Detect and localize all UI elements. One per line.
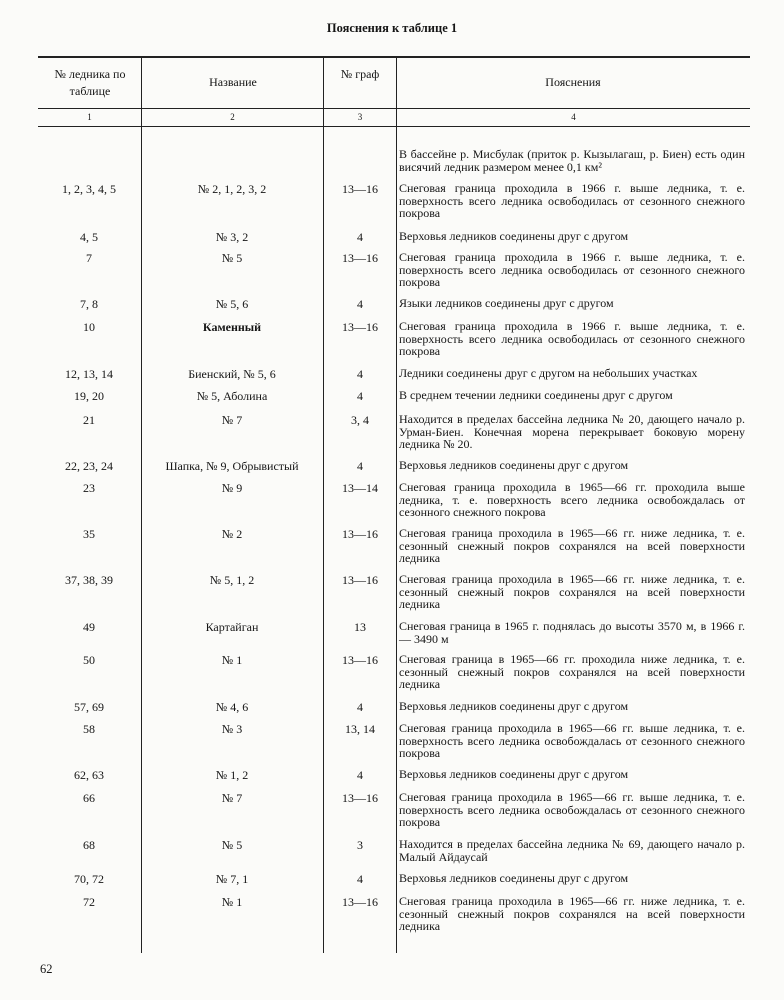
cell-graph: 13—16 xyxy=(342,527,378,541)
cell-graph: 13 xyxy=(354,620,366,634)
cell-glacier-number: 22, 23, 24 xyxy=(65,459,113,473)
cell-graph: 4 xyxy=(357,459,363,473)
cell-explanation: Снеговая граница в 1965 г. поднялась до высоты 3570 м, в 1966 г. — 3490 м xyxy=(399,619,745,646)
cell-name: № 5, 1, 2 xyxy=(209,573,255,587)
cell-explanation: Верховья ледников соединены друг с другом xyxy=(399,229,629,243)
cell-explanation: Языки ледников соединены друг с другом xyxy=(399,296,614,310)
cell-explanation: Снеговая граница проходила в 1966 г. выше ледника, т. е. поверхность всего ледника освободилась от сезонного снежного покрова xyxy=(399,319,745,358)
cell-graph: 13—16 xyxy=(342,653,378,667)
cell-name: Биенский, № 5, 6 xyxy=(188,367,276,381)
cell-explanation: В бассейне р. Мисбулак (приток р. Кызылагаш, р. Биен) есть один висячий ледник размером менее 0,1 км² xyxy=(399,147,745,174)
cell-explanation: Снеговая граница проходила в 1965—66 гг. выше ледника, т. е. поверхность всего ледника освобождалась от сезонного снежного покрова xyxy=(399,721,745,760)
cell-graph: 13—16 xyxy=(342,573,378,587)
cell-name: Шапка, № 9, Обрывистый xyxy=(165,459,299,473)
cell-explanation: Верховья ледников соединены друг с другом xyxy=(399,767,629,781)
page-number: 62 xyxy=(40,962,53,976)
cell-name: № 3, 2 xyxy=(215,230,249,244)
cell-name: № 7 xyxy=(221,791,243,805)
cell-glacier-number: 72 xyxy=(83,895,95,909)
cell-glacier-number: 62, 63 xyxy=(74,768,104,782)
header-bottom-rule xyxy=(38,108,750,109)
cell-explanation: Снеговая граница в 1965—66 гг. проходила ниже ледника, т. е. сезонный снежный покров сохранялся на всей поверхности ледника xyxy=(399,652,745,691)
cell-name: № 2, 1, 2, 3, 2 xyxy=(197,182,267,196)
cell-graph: 3 xyxy=(357,838,363,852)
cell-graph: 4 xyxy=(357,230,363,244)
cell-explanation: Снеговая граница проходила в 1966 г. выше ледника, т. е. поверхность всего ледника освободилась от сезонного снежного покрова xyxy=(399,181,745,220)
cell-name: № 5, 6 xyxy=(215,297,249,311)
cell-explanation: Снеговая граница проходила в 1965—66 гг. ниже ледника, т. е. сезонный снежный покров сохранялся на всей поверхности ледника xyxy=(399,894,745,933)
page-title: Пояснения к таблице 1 xyxy=(326,21,458,35)
cell-graph: 4 xyxy=(357,872,363,886)
cell-explanation: Находится в пределах бассейна ледника № 20, дающего начало р. Урман-Биен. Конечная морена перекрывает боковую морену ледника № 20. xyxy=(399,412,745,451)
cell-explanation: В среднем течении ледники соединены друг с другом xyxy=(399,388,673,402)
cell-explanation: Снеговая граница проходила в 1965—66 гг. ниже ледника, т. е. сезонный снежный покров сохранялся на всей поверхности ледника xyxy=(399,572,745,611)
cell-glacier-number: 1, 2, 3, 4, 5 xyxy=(62,182,116,196)
cell-name: № 7, 1 xyxy=(215,872,249,886)
cell-explanation: Верховья ледников соединены друг с другом xyxy=(399,871,629,885)
cell-graph: 13—14 xyxy=(342,481,378,495)
cell-name: № 5, Аболина xyxy=(196,389,268,403)
cell-explanation: Снеговая граница проходила в 1965—66 гг. ниже ледника, т. е. сезонный снежный покров сохранялся на всей поверхности ледника xyxy=(399,526,745,565)
cell-explanation: Верховья ледников соединены друг с другом xyxy=(399,699,629,713)
cell-graph: 13, 14 xyxy=(345,722,375,736)
cell-glacier-number: 49 xyxy=(83,620,95,634)
cell-name: № 2 xyxy=(221,527,243,541)
cell-glacier-number: 68 xyxy=(83,838,95,852)
cell-glacier-number: 58 xyxy=(83,722,95,736)
header-name: Название xyxy=(209,75,257,89)
cell-graph: 4 xyxy=(357,389,363,403)
cell-glacier-number: 66 xyxy=(83,791,95,805)
cell-explanation: Снеговая граница проходила в 1965—66 гг. проходила выше ледника, т. е. поверхность всего ледника освобождалась от сезонного снежного покрова xyxy=(399,480,745,519)
header-graph: № граф xyxy=(340,67,380,81)
cell-name: № 3 xyxy=(221,722,243,736)
column-number-4: 4 xyxy=(571,112,576,122)
cell-graph: 4 xyxy=(357,768,363,782)
cell-graph: 13—16 xyxy=(342,182,378,196)
cell-glacier-number: 19, 20 xyxy=(74,389,104,403)
column-divider-3 xyxy=(396,57,397,953)
cell-glacier-number: 7, 8 xyxy=(80,297,98,311)
cell-glacier-number: 10 xyxy=(83,320,95,334)
cell-glacier-number: 37, 38, 39 xyxy=(65,573,113,587)
cell-glacier-number: 7 xyxy=(86,251,92,265)
cell-explanation: Снеговая граница проходила в 1966 г. выше ледника, т. е. поверхность всего ледника освободилась от сезонного снежного покрова xyxy=(399,250,745,289)
cell-graph: 4 xyxy=(357,367,363,381)
cell-name: № 7 xyxy=(221,413,243,427)
cell-explanation: Верховья ледников соединены друг с другом xyxy=(399,458,629,472)
column-number-3: 3 xyxy=(357,112,363,122)
cell-glacier-number: 12, 13, 14 xyxy=(65,367,113,381)
column-number-rule xyxy=(38,126,750,127)
cell-name: № 5 xyxy=(221,838,243,852)
column-number-1: 1 xyxy=(87,112,92,122)
cell-name: № 1, 2 xyxy=(215,768,249,782)
cell-graph: 13—16 xyxy=(342,791,378,805)
cell-explanation: Ледники соединены друг с другом на небольших участках xyxy=(399,366,698,380)
table-top-rule xyxy=(38,56,750,58)
cell-name: № 4, 6 xyxy=(215,700,249,714)
cell-glacier-number: 57, 69 xyxy=(74,700,104,714)
cell-glacier-number: 35 xyxy=(83,527,95,541)
cell-glacier-number: 70, 72 xyxy=(74,872,104,886)
cell-graph: 3, 4 xyxy=(351,413,369,427)
cell-glacier-number: 4, 5 xyxy=(80,230,98,244)
cell-graph: 4 xyxy=(357,297,363,311)
cell-explanation: Снеговая граница проходила в 1965—66 гг. выше ледника, т. е. поверхность всего ледника освобождалась от сезонного снежного покрова xyxy=(399,790,745,829)
cell-graph: 13—16 xyxy=(342,251,378,265)
cell-explanation: Находится в пределах бассейна ледника № 69, дающего начало р. Малый Айдаусай xyxy=(399,837,745,864)
cell-name: Картайган xyxy=(205,620,259,634)
cell-name: № 1 xyxy=(221,653,243,667)
cell-name: № 5 xyxy=(221,251,243,265)
cell-name: № 1 xyxy=(221,895,243,909)
cell-glacier-number: 23 xyxy=(83,481,95,495)
header-explanation: Пояснения xyxy=(545,75,601,89)
cell-glacier-number: 50 xyxy=(83,653,95,667)
column-number-2: 2 xyxy=(230,112,235,122)
cell-graph: 13—16 xyxy=(342,320,378,334)
cell-glacier-number: 21 xyxy=(83,413,95,427)
cell-graph: 13—16 xyxy=(342,895,378,909)
cell-name: Каменный xyxy=(202,320,262,334)
header-glacier-number: № ледника по таблице xyxy=(54,67,126,98)
cell-name: № 9 xyxy=(221,481,243,495)
cell-graph: 4 xyxy=(357,700,363,714)
